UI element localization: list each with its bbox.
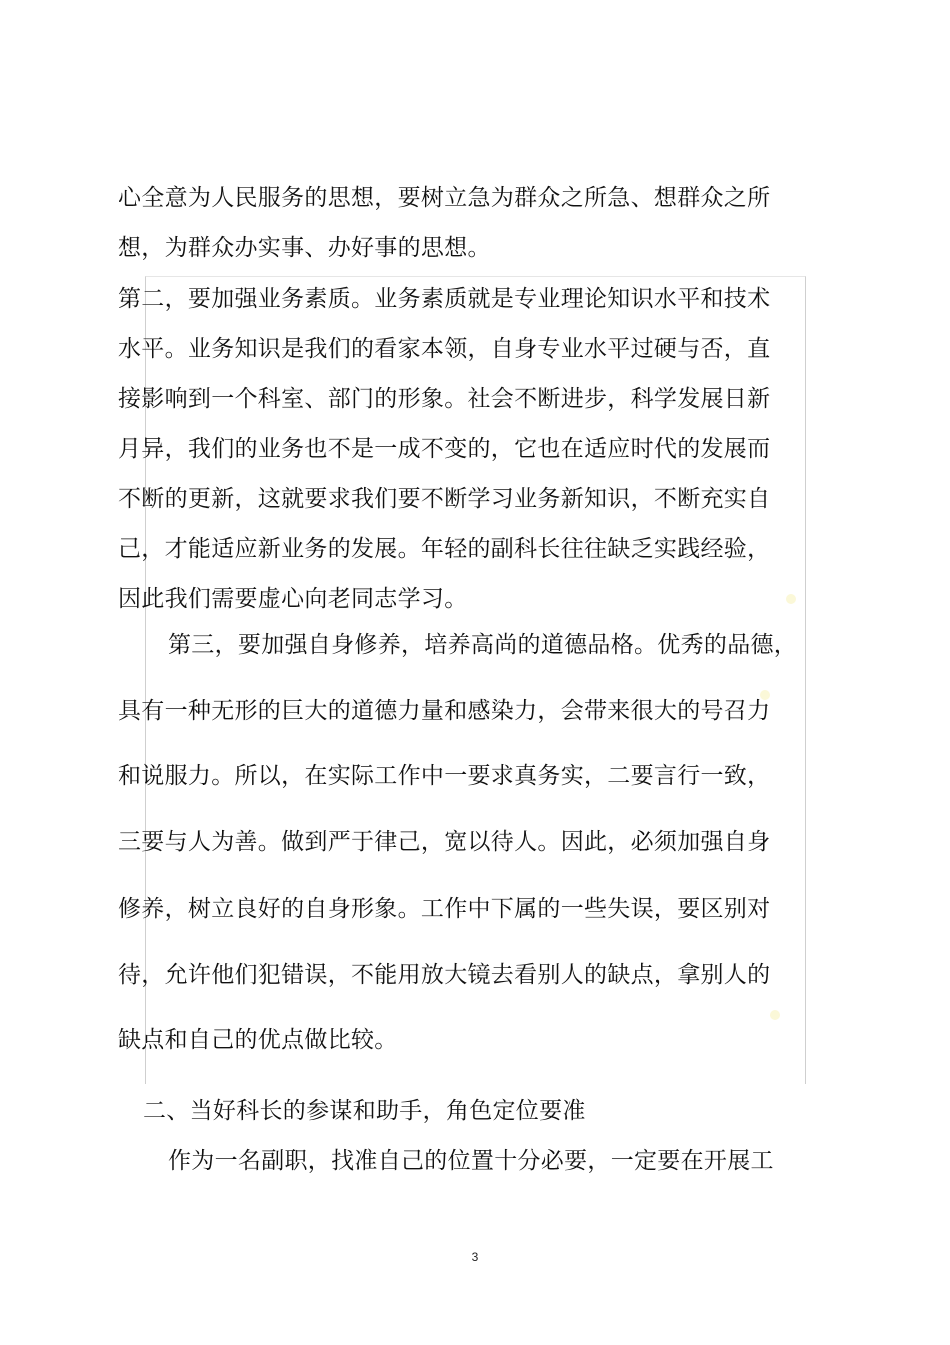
paragraph-line: 具有一种无形的巨大的道德力量和感染力，会带来很大的号召力 (118, 698, 771, 724)
background-speck (770, 1010, 780, 1020)
page-number: 3 (471, 1250, 479, 1264)
paragraph-line: 缺点和自己的优点做比较。 (118, 1027, 398, 1053)
paragraph-line: 作为一名副职，找准自己的位置十分必要，一定要在开展工 (168, 1148, 774, 1174)
paragraph-line: 三要与人为善。做到严于律己，宽以待人。因此，必须加强自身 (118, 829, 771, 855)
background-speck (786, 594, 796, 604)
paragraph-line: 修养，树立良好的自身形象。工作中下属的一些失误，要区别对 (118, 896, 771, 922)
paragraph-line: 待，允许他们犯错误，不能用放大镜去看别人的缺点，拿别人的 (118, 962, 771, 988)
paragraph-line: 第二，要加强业务素质。业务素质就是专业理论知识水平和技术 (118, 286, 771, 312)
paragraph-line: 和说服力。所以，在实际工作中一要求真务实，二要言行一致， (118, 763, 771, 789)
paragraph-line: 心全意为人民服务的思想，要树立急为群众之所急、想群众之所 (118, 185, 771, 211)
paragraph-line: 月异，我们的业务也不是一成不变的，它也在适应时代的发展而 (118, 436, 771, 462)
paragraph-line: 第三，要加强自身修养，培养高尚的道德品格。优秀的品德， (168, 632, 798, 658)
paragraph-line: 接影响到一个科室、部门的形象。社会不断进步，科学发展日新 (118, 386, 771, 412)
paragraph-line: 因此我们需要虚心向老同志学习。 (118, 586, 468, 612)
paragraph-line: 想，为群众办实事、办好事的思想。 (118, 235, 491, 261)
paragraph-line: 己，才能适应新业务的发展。年轻的副科长往往缺乏实践经验， (118, 536, 771, 562)
section-heading: 二、当好科长的参谋和助手，角色定位要准 (143, 1098, 586, 1124)
paragraph-line: 水平。业务知识是我们的看家本领，自身专业水平过硬与否，直 (118, 336, 771, 362)
paragraph-line: 不断的更新，这就要求我们要不断学习业务新知识，不断充实自 (118, 486, 771, 512)
